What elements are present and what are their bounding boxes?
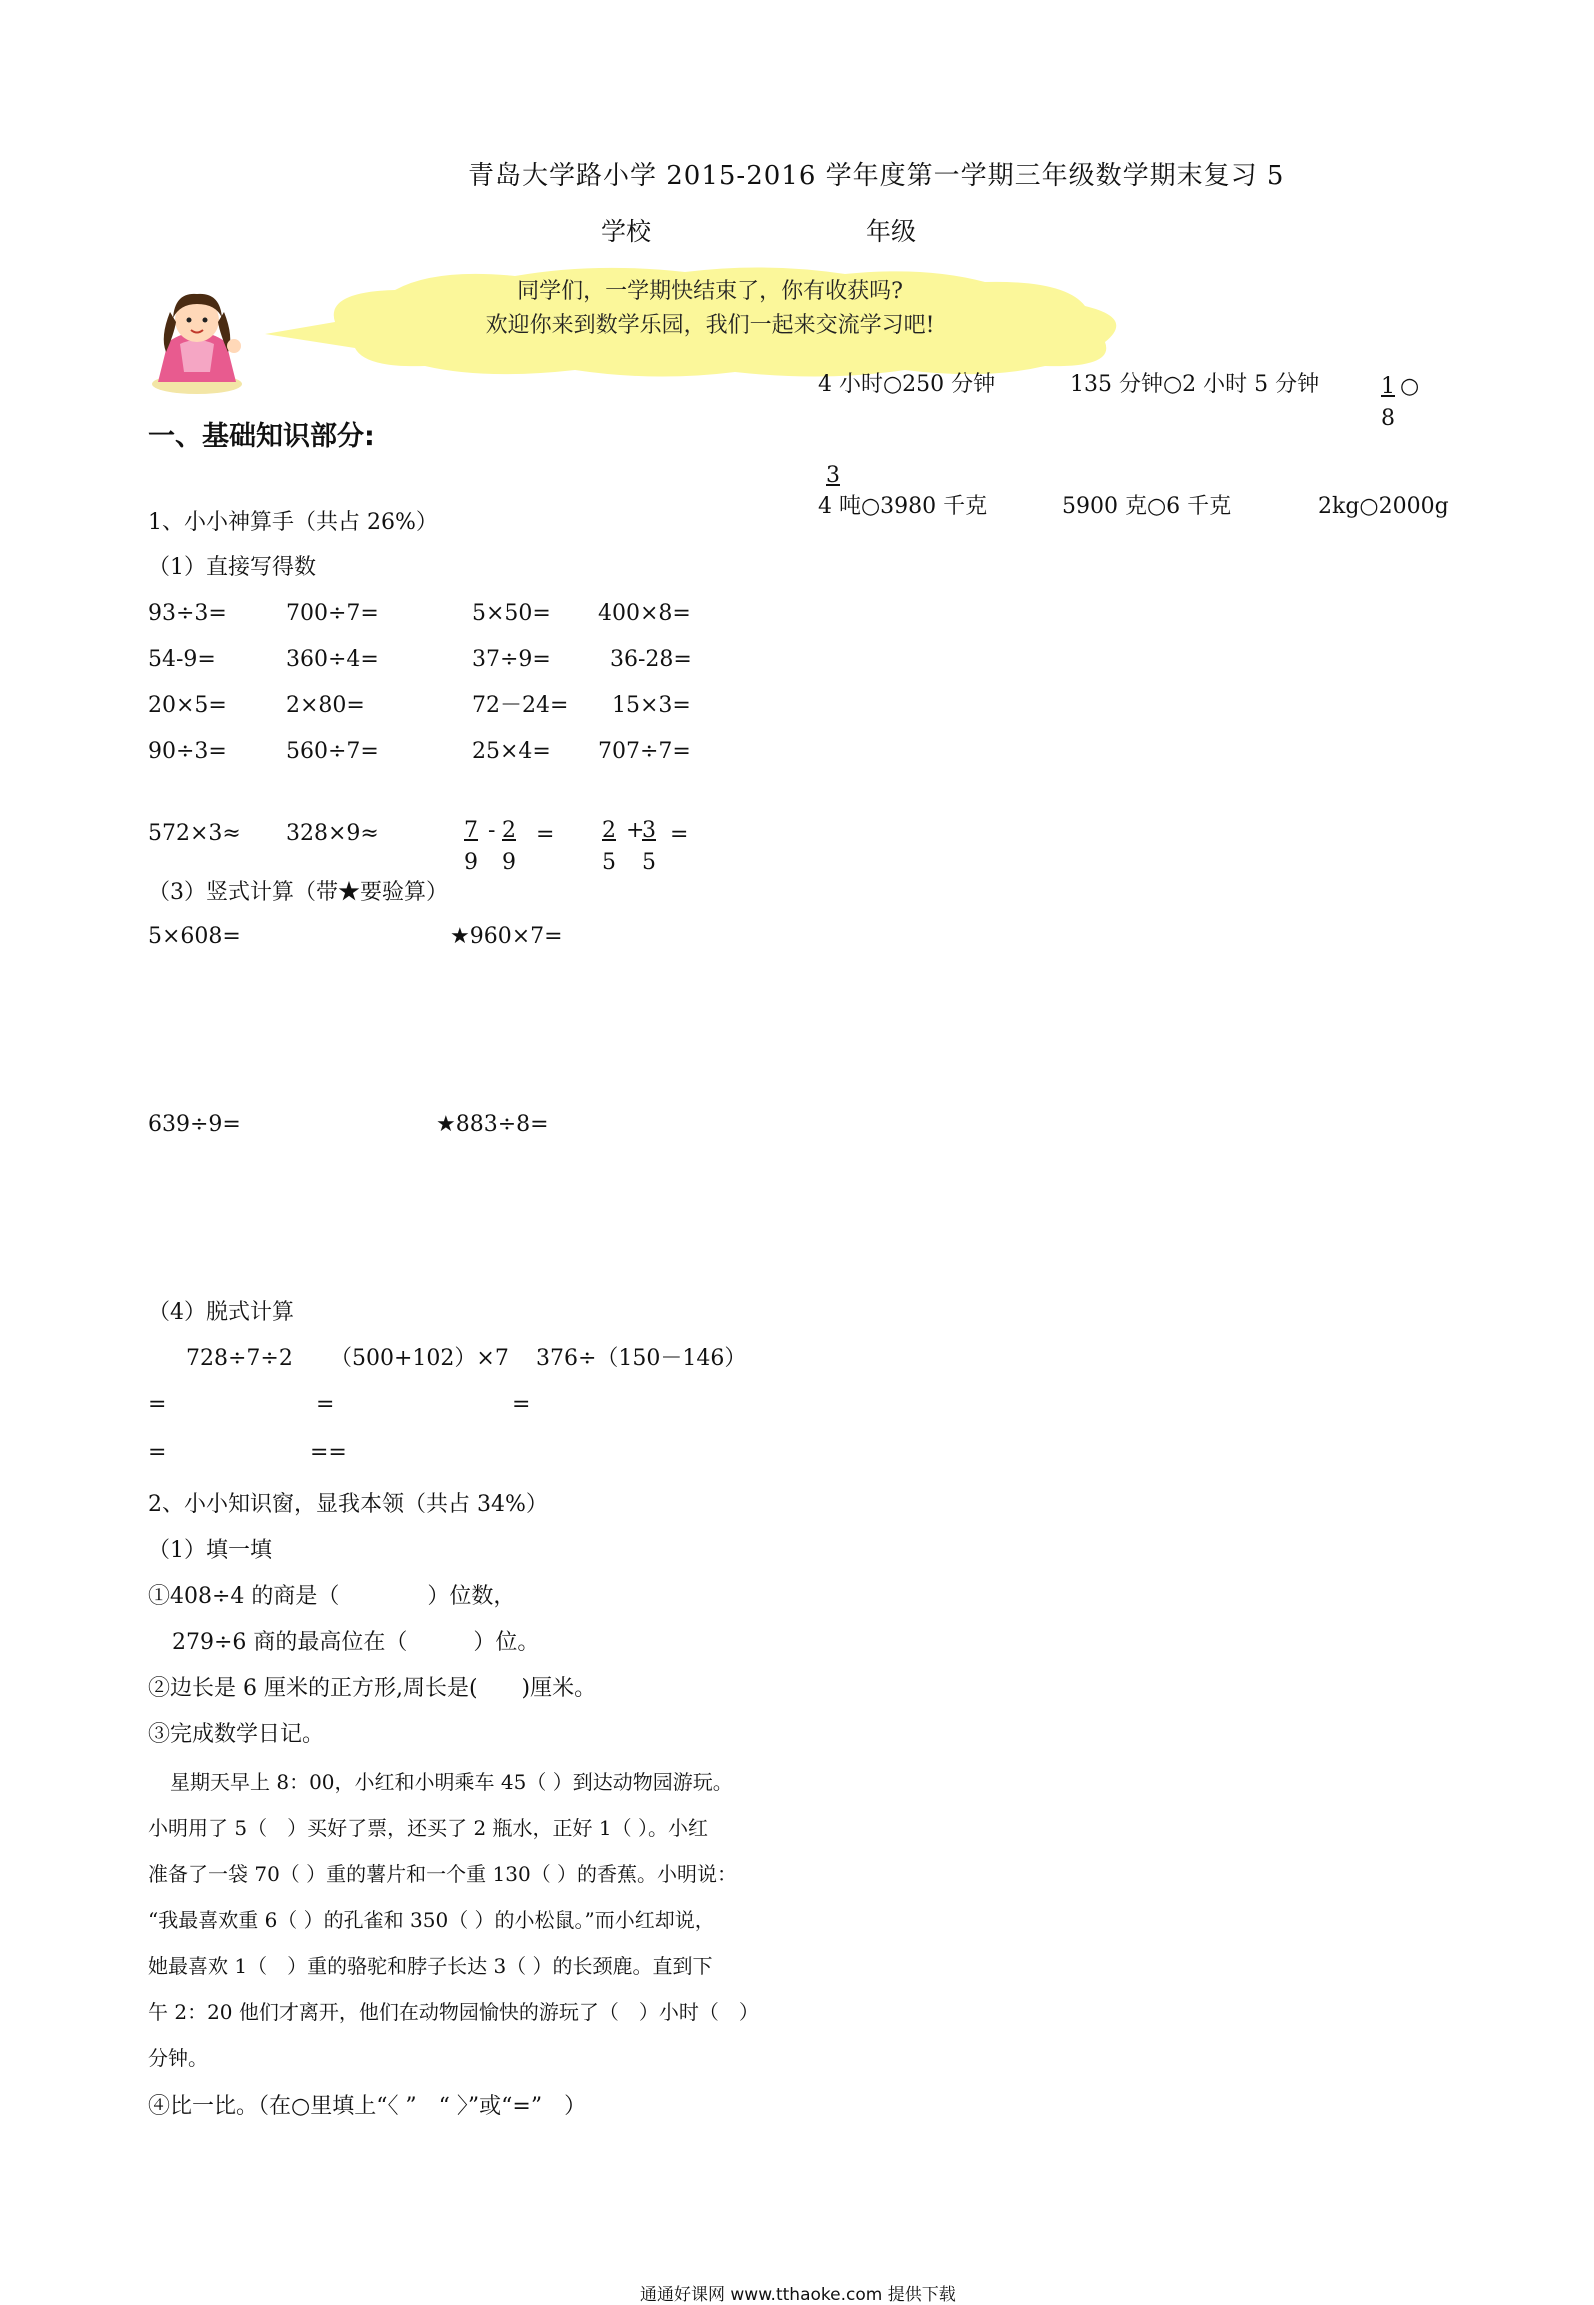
- fraction-operator: -: [488, 818, 496, 843]
- fraction-b: [502, 820, 516, 874]
- compare-kg-g: 2kg○2000g: [1318, 494, 1449, 519]
- compare-lead-numerator: 3: [826, 463, 840, 488]
- compare-g-kg: 5900 克○6 千克: [1062, 494, 1232, 519]
- diary-line: 准备了一袋 70（ ）重的薯片和一个重 130（ ）的香蕉。小明说：: [148, 1862, 738, 1886]
- diary-line: 分钟。: [148, 2046, 208, 2070]
- calc-item: 37÷9=: [472, 647, 551, 672]
- calc-item: 400×8=: [598, 601, 691, 626]
- fill-item: 279÷6 商的最高位在（ ）位。: [172, 1630, 540, 1655]
- calc-item: 72－24=: [472, 693, 569, 718]
- question-1-1-title: （1）直接写得数: [148, 555, 316, 580]
- calc-item: 36-28=: [610, 647, 692, 672]
- banner-line-1: 同学们，一学期快结束了，你有收获吗?: [517, 279, 903, 304]
- grade-label: 年级: [866, 217, 917, 246]
- calc-item: 700÷7=: [286, 601, 379, 626]
- equals-sign: =: [148, 1440, 167, 1465]
- stepwise-expression: 728÷7÷2: [186, 1346, 293, 1371]
- diary-line: 午 2：20 他们才离开，他们在动物园愉快的游玩了（ ）小时（ ）: [148, 2000, 759, 2024]
- compare-circle: ○: [1400, 374, 1420, 399]
- fraction-operator: +: [626, 818, 645, 843]
- fraction-denominator: 9: [464, 850, 478, 875]
- vertical-calc-item: 5×608=: [148, 924, 241, 949]
- fraction-b: [642, 820, 656, 874]
- compare-hours-minutes: 4 小时○250 分钟: [818, 372, 996, 397]
- fill-item: ①408÷4 的商是（ ）位数，: [148, 1584, 516, 1609]
- fill-item-compare: ④比一比。（在○里填上“〈 ” “ 〉”或“=” ）: [148, 2094, 587, 2119]
- calc-item: 90÷3=: [148, 739, 227, 764]
- equals-sign: =: [512, 1392, 531, 1417]
- diary-line: 星期天早上 8：00，小红和小明乘车 45（ ）到达动物园游玩。: [170, 1770, 733, 1794]
- calc-item: 360÷4=: [286, 647, 379, 672]
- girl-illustration: [140, 282, 255, 397]
- question-1-3-title: （3）竖式计算（带★要验算）: [148, 880, 448, 905]
- equals-sign: ==: [310, 1440, 347, 1465]
- calc-item: 707÷7=: [598, 739, 691, 764]
- calc-item: 560÷7=: [286, 739, 379, 764]
- fraction-numerator: 2: [502, 818, 516, 843]
- fraction-numerator: 1: [1381, 374, 1395, 399]
- vertical-calc-item: 639÷9=: [148, 1112, 241, 1137]
- equals-sign: =: [148, 1392, 167, 1417]
- diary-line: “我最喜欢重 6（ ）的孔雀和 350（ ）的小松鼠。”而小红却说，: [148, 1908, 715, 1932]
- question-1-4-title: （4）脱式计算: [148, 1300, 294, 1325]
- diary-line: 小明用了 5（ ）买好了票，还买了 2 瓶水，正好 1（ ）。小红: [148, 1816, 708, 1840]
- stepwise-expression: 376÷（150－146）: [536, 1346, 747, 1371]
- banner-line-2: 欢迎你来到数学乐园，我们一起来交流学习吧!: [485, 313, 935, 338]
- fraction-numerator: 3: [642, 818, 656, 843]
- fraction-denominator: 9: [502, 850, 516, 875]
- calc-item: 5×50=: [472, 601, 551, 626]
- diary-line: 她最喜欢 1（ ）重的骆驼和脖子长达 3（ ）的长颈鹿。直到下: [148, 1954, 713, 1978]
- fraction-equals: =: [670, 822, 689, 847]
- school-label: 学校: [601, 217, 652, 246]
- vertical-calc-item-check: ★960×7=: [450, 924, 563, 949]
- compare-tons-kg: 4 吨○3980 千克: [818, 494, 988, 519]
- fraction-denominator: 5: [642, 850, 656, 875]
- question-2-title: 2、小小知识窗，显我本领（共占 34%）: [148, 1492, 548, 1517]
- fraction-equals: =: [536, 822, 555, 847]
- estimate-item: 328×9≈: [286, 821, 379, 846]
- fraction-denominator: 5: [602, 850, 616, 875]
- calc-item: 2×80=: [286, 693, 365, 718]
- fraction-a: [464, 820, 478, 874]
- fill-item: ③完成数学日记。: [148, 1722, 325, 1747]
- calc-item: 15×3=: [612, 693, 691, 718]
- equals-sign: =: [316, 1392, 335, 1417]
- fraction-numerator: 2: [602, 818, 616, 843]
- section-heading-basics: 一、基础知识部分:: [148, 421, 375, 452]
- footer-source: 通通好课网 www.tthaoke.com 提供下载: [640, 2285, 956, 2305]
- fraction-a: [602, 820, 616, 874]
- calc-item: 20×5=: [148, 693, 227, 718]
- fraction-numerator: 7: [464, 818, 478, 843]
- question-2-1-title: （1）填一填: [148, 1538, 272, 1563]
- vertical-calc-item-check: ★883÷8=: [436, 1112, 549, 1137]
- compare-fraction-1-8: [1381, 376, 1395, 430]
- calc-item: 93÷3=: [148, 601, 227, 626]
- question-1-title: 1、小小神算手（共占 26%）: [148, 510, 438, 535]
- calc-item: 54-9=: [148, 647, 216, 672]
- fill-item: ②边长是 6 厘米的正方形,周长是( )厘米。: [148, 1676, 597, 1701]
- stepwise-expression: （500+102）×7: [330, 1346, 509, 1371]
- compare-minutes-hours: 135 分钟○2 小时 5 分钟: [1070, 372, 1320, 397]
- calc-item: 25×4=: [472, 739, 551, 764]
- estimate-item: 572×3≈: [148, 821, 241, 846]
- fraction-denominator: 8: [1381, 406, 1395, 431]
- document-title: 青岛大学路小学 2015-2016 学年度第一学期三年级数学期末复习 5: [468, 161, 1285, 191]
